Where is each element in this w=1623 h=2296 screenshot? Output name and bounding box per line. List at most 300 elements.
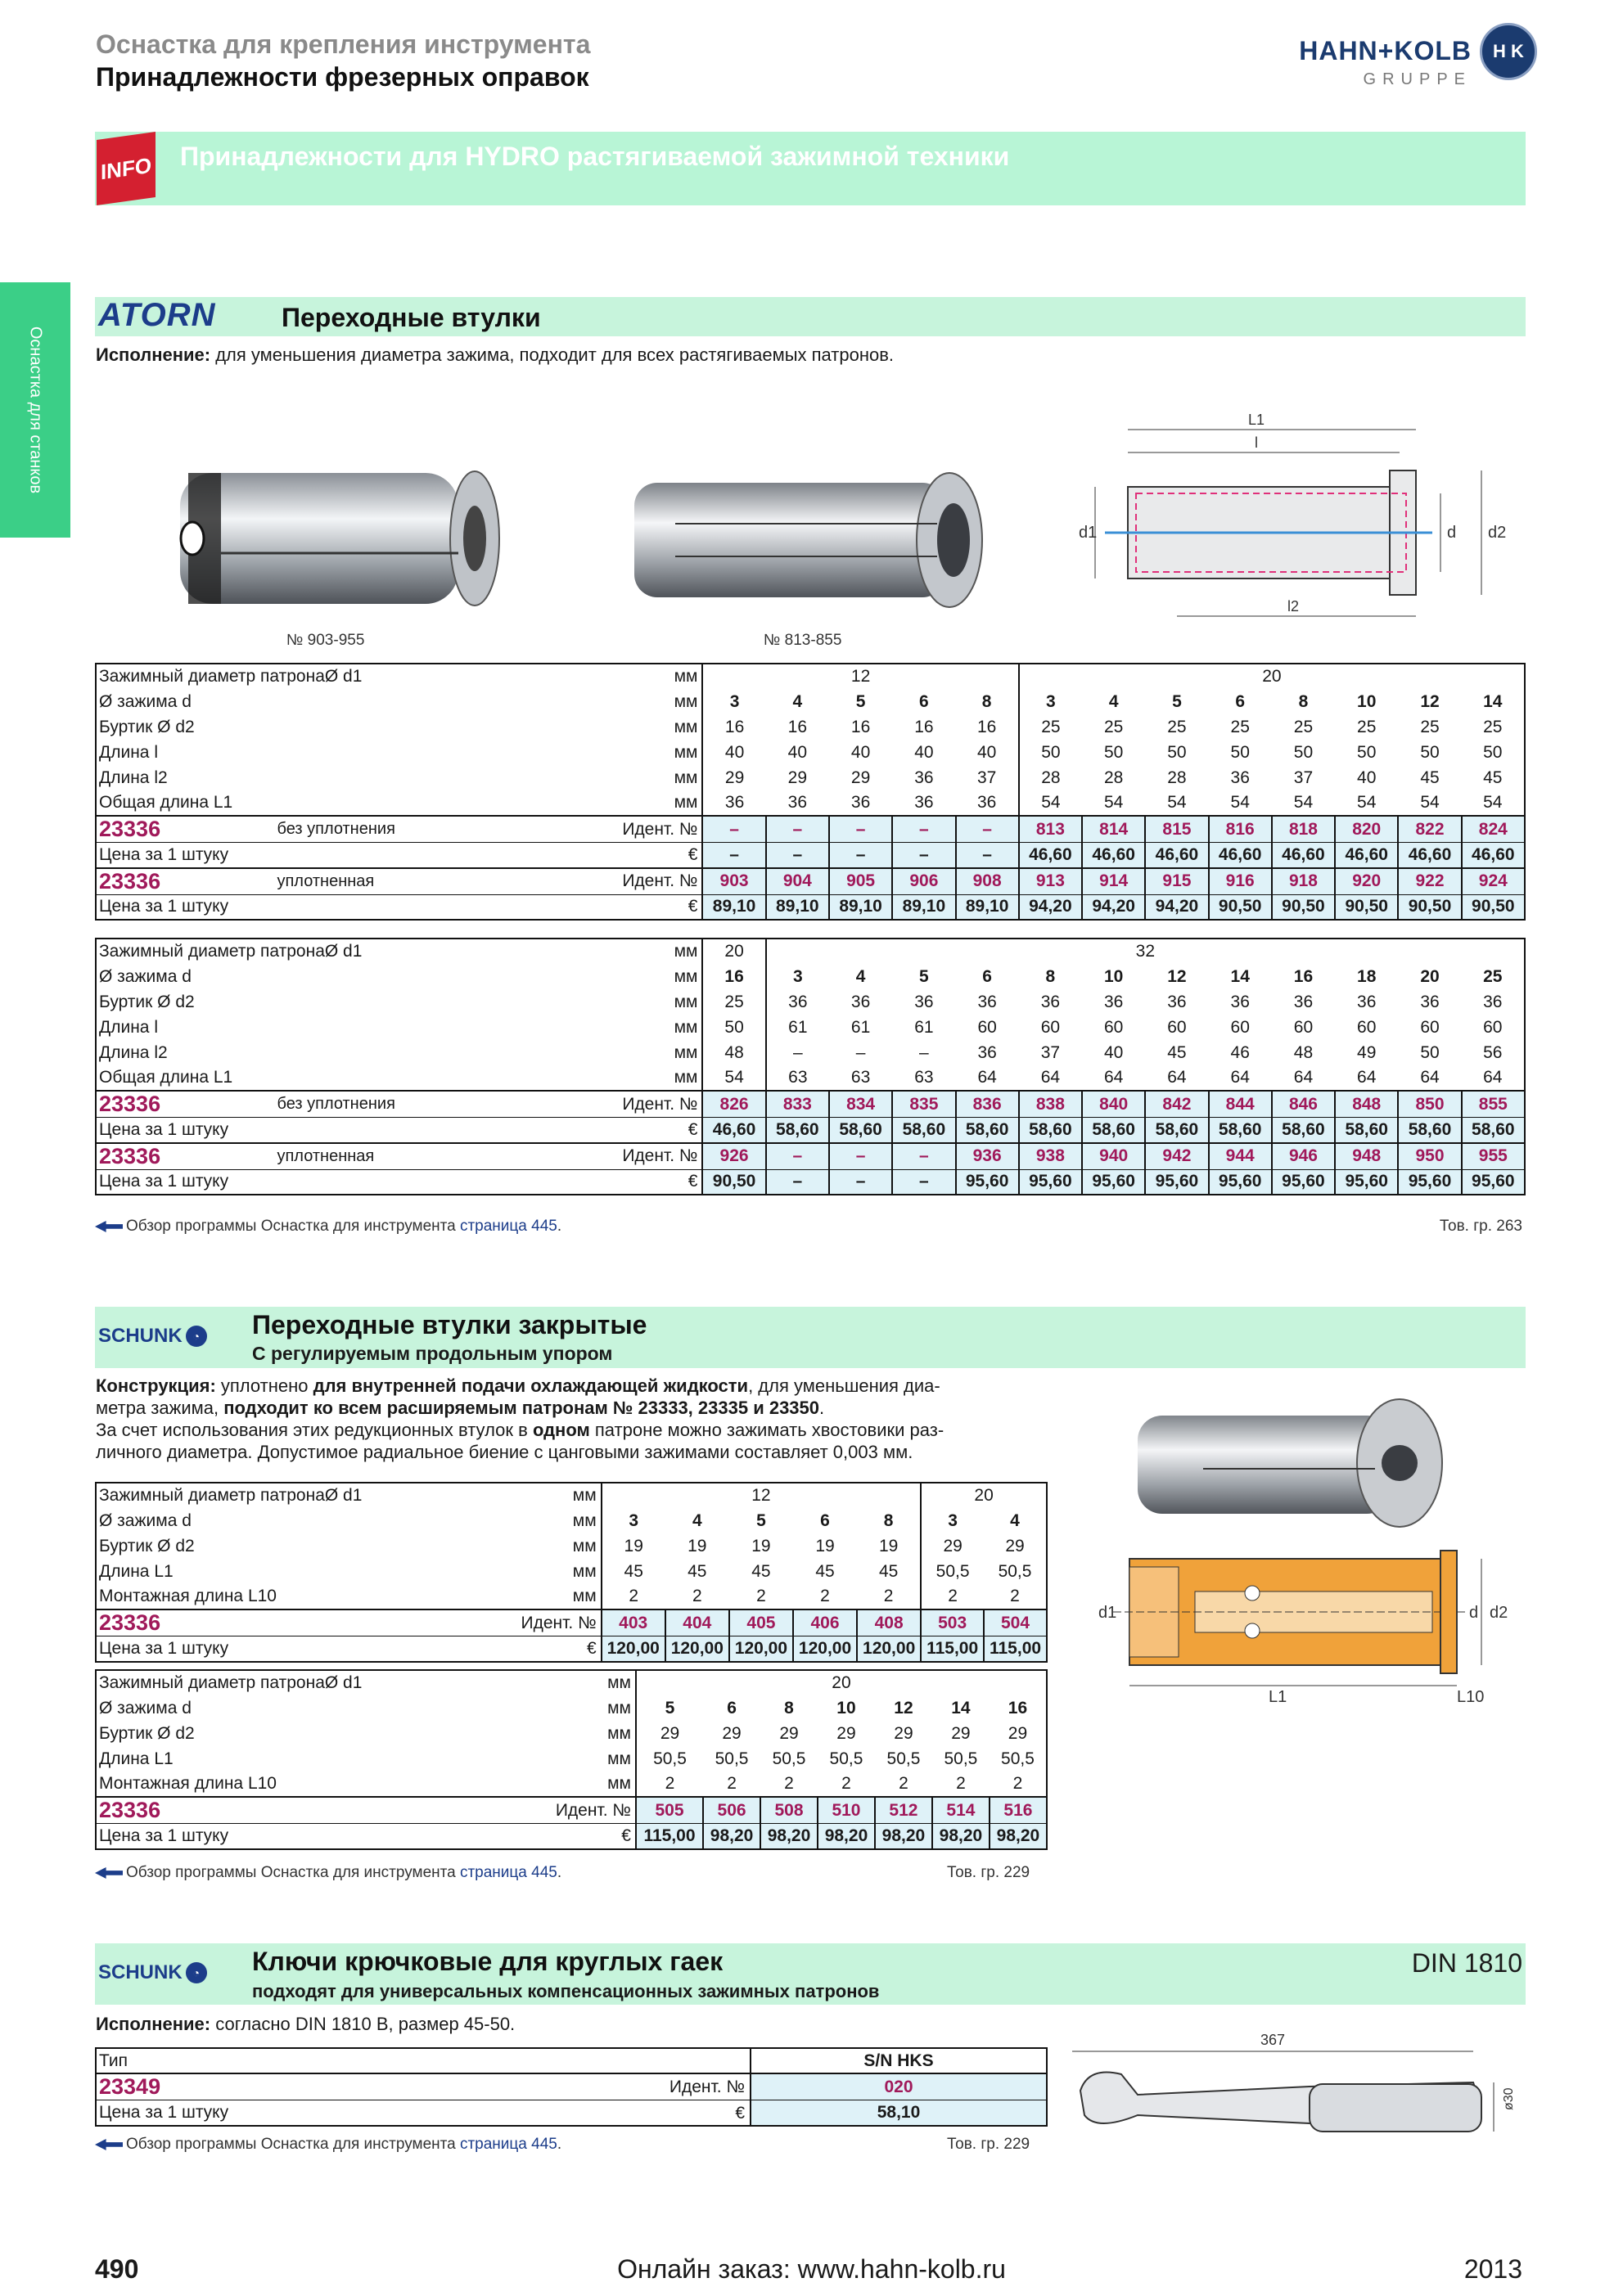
- price-value: 46,60: [1335, 843, 1398, 868]
- cell: 36: [914, 768, 934, 787]
- cell: 50,5: [990, 1746, 1047, 1772]
- row-label: Зажимный диаметр патронаØ d1: [96, 1483, 512, 1508]
- cell: 50: [1230, 742, 1250, 762]
- cell: 25: [1103, 717, 1124, 736]
- cell: 25: [1019, 714, 1082, 740]
- page-link: страница 445: [459, 1864, 557, 1881]
- variant-label: [443, 1797, 540, 1824]
- cell: 50,5: [984, 1559, 1047, 1584]
- price-value: 90,50: [1209, 894, 1272, 920]
- cell: 37: [1040, 1042, 1061, 1062]
- cell: 2: [984, 1584, 1047, 1609]
- overview-note-3[interactable]: Обзор программы Оснастка для инструмента страница 445.: [95, 2136, 561, 2154]
- id-value: 942: [1145, 1143, 1208, 1170]
- cell: 25: [1462, 714, 1525, 740]
- cell: 14: [1462, 689, 1525, 714]
- cell: 28: [1103, 768, 1124, 787]
- row-unit: мм: [607, 1723, 631, 1743]
- cell: 2: [899, 1774, 908, 1793]
- cell: –: [919, 1042, 929, 1062]
- id-value: 848: [1335, 1091, 1398, 1118]
- cell: 40: [976, 742, 997, 762]
- cell: 63: [914, 1068, 934, 1087]
- cell: 16: [976, 717, 997, 736]
- price-value: 46,60: [1398, 843, 1461, 868]
- cell: 25: [1420, 717, 1440, 736]
- cell: 60: [1167, 1017, 1187, 1037]
- section3-desc: Исполнение: согласно DIN 1810 B, размер 45-50.: [96, 2014, 516, 2034]
- cell: 29: [722, 1723, 742, 1743]
- cell: 54: [1230, 793, 1250, 812]
- cell: 2: [756, 1587, 766, 1605]
- cell: 4: [692, 1510, 702, 1530]
- cell: 60: [1040, 1017, 1061, 1037]
- cell: 19: [602, 1533, 665, 1559]
- id-value: 814: [1082, 816, 1145, 843]
- product-group-1: Тов. гр. 263: [1439, 1218, 1522, 1235]
- group-header: 12: [702, 664, 1018, 689]
- cell: 12: [1420, 691, 1440, 711]
- article-number: 23336: [96, 816, 260, 843]
- cell: 29: [702, 765, 765, 790]
- id-value: 836: [956, 1091, 1019, 1118]
- brand-badge-icon: H K: [1480, 23, 1537, 80]
- cell: 40: [1103, 1042, 1124, 1062]
- cell: 61: [914, 1017, 934, 1037]
- cell: 8: [1045, 966, 1056, 986]
- cell: 36: [850, 992, 871, 1011]
- cell: 60: [1103, 1017, 1124, 1037]
- cell: 36: [1167, 992, 1187, 1011]
- cell: 50: [1420, 1042, 1440, 1062]
- variant-label: без уплотнения: [260, 816, 597, 843]
- row-label: Длина l: [96, 1015, 597, 1040]
- cell: 37: [976, 768, 997, 787]
- side-tab-label: Оснастка для станков: [26, 326, 45, 494]
- id-value: 842: [1145, 1091, 1208, 1118]
- spec-table-5: [95, 2047, 1048, 2127]
- price-unit: €: [540, 1824, 636, 1849]
- price-value: 90,50: [1335, 894, 1398, 920]
- cell: 8: [981, 691, 992, 711]
- cell: 36: [1293, 992, 1314, 1011]
- id-value: 815: [1145, 816, 1208, 843]
- cell: 2: [692, 1587, 702, 1605]
- id-value: 826: [702, 1091, 765, 1118]
- cell: 50,5: [921, 1559, 984, 1584]
- cell: 54: [1103, 793, 1124, 812]
- price-value: –: [892, 843, 955, 868]
- cell: –: [855, 1042, 866, 1062]
- row-label: Длина l: [96, 740, 597, 765]
- cell: 40: [914, 742, 934, 762]
- cell: 50: [1019, 740, 1082, 765]
- price-value: 95,60: [1462, 1169, 1525, 1195]
- cell: 50: [1420, 742, 1440, 762]
- cell: 2: [784, 1774, 794, 1793]
- cell: 36: [1040, 992, 1061, 1011]
- group-header: 20: [921, 1483, 1047, 1508]
- cell: 18: [1357, 966, 1377, 986]
- footer-url[interactable]: Онлайн заказ: www.hahn-kolb.ru: [617, 2254, 1006, 2284]
- cell: 45: [751, 1561, 771, 1581]
- cell: 37: [1293, 768, 1314, 787]
- cell: 64: [1293, 1068, 1314, 1087]
- id-value: 512: [875, 1797, 932, 1824]
- id-value: 822: [1398, 816, 1461, 843]
- price-value: 46,60: [1272, 843, 1335, 868]
- price-value: 89,10: [702, 894, 765, 920]
- id-value: 908: [956, 868, 1019, 895]
- cell: 6: [1235, 691, 1246, 711]
- price-value: 120,00: [793, 1636, 857, 1662]
- price-value: 94,20: [1145, 894, 1208, 920]
- cell: 2: [990, 1772, 1047, 1797]
- row-unit: мм: [674, 742, 698, 762]
- dim-d1: d1: [1079, 524, 1098, 542]
- cell: 20: [1420, 966, 1440, 986]
- price-value: 115,00: [921, 1636, 984, 1662]
- header-category: Оснастка для крепления инструмента: [96, 29, 591, 59]
- cell: 36: [976, 793, 997, 812]
- cell: 36: [977, 1042, 997, 1062]
- row-unit: мм: [674, 691, 698, 711]
- row-label: Ø зажима d: [96, 689, 597, 714]
- row-unit: мм: [674, 768, 698, 787]
- cell: 29: [850, 768, 871, 787]
- cell: 54: [1167, 793, 1187, 812]
- price-value: 90,50: [1398, 894, 1461, 920]
- price-unit: €: [597, 843, 702, 868]
- cell: 3: [921, 1508, 984, 1533]
- cell: 10: [836, 1698, 856, 1717]
- price-label: Цена за 1 штуку: [96, 1824, 540, 1849]
- price-value: 46,60: [1145, 843, 1208, 868]
- price-value: 98,20: [932, 1824, 990, 1849]
- cell: 19: [815, 1536, 835, 1555]
- cell: 64: [977, 1068, 997, 1087]
- price-value: 95,60: [1019, 1169, 1082, 1195]
- dim-d: d: [1469, 1604, 1479, 1622]
- section2-title: Переходные втулки закрытые: [252, 1310, 647, 1339]
- cell: 45: [602, 1559, 665, 1584]
- row-label: Длина L1: [96, 1746, 540, 1772]
- price-value: 120,00: [665, 1636, 729, 1662]
- id-value: 020: [751, 2073, 1047, 2100]
- cell: 50: [1167, 742, 1187, 762]
- technical-drawing-sleeve: [1056, 405, 1514, 634]
- price-value: 95,60: [1335, 1169, 1398, 1195]
- price-value: 98,20: [703, 1824, 760, 1849]
- type-label: Тип: [96, 2048, 751, 2073]
- price-label: Цена за 1 штуку: [96, 843, 597, 868]
- din-label: DIN 1810: [1411, 1948, 1522, 1978]
- id-value: 913: [1019, 868, 1082, 895]
- price-value: 89,10: [829, 894, 892, 920]
- price-value: 90,50: [1462, 894, 1525, 920]
- cell: 6: [727, 1698, 737, 1717]
- variant-label: без уплотнения: [260, 1091, 597, 1118]
- id-value: 840: [1082, 1091, 1145, 1118]
- cell: 50: [1293, 742, 1314, 762]
- id-value: 824: [1462, 816, 1525, 843]
- price-value: 58,60: [1145, 1118, 1208, 1143]
- price-value: 95,60: [1145, 1169, 1208, 1195]
- section1-header: [95, 297, 1526, 336]
- price-value: 115,00: [636, 1824, 703, 1849]
- id-value: 948: [1335, 1143, 1398, 1170]
- price-value: 46,60: [1082, 843, 1145, 868]
- id-value: 846: [1272, 1091, 1335, 1118]
- price-unit: €: [597, 1118, 702, 1143]
- cell: 45: [1420, 768, 1440, 787]
- cell: 36: [702, 790, 765, 816]
- group-header: 20: [1019, 664, 1525, 689]
- spec-table-3: [95, 1482, 1048, 1663]
- schunk-swirl-icon: ◔: [186, 1962, 207, 1983]
- row-label: Длина L1: [96, 1559, 512, 1584]
- cell: 36: [914, 793, 934, 812]
- cell: 29: [836, 1723, 856, 1743]
- id-value: 905: [829, 868, 892, 895]
- cell: 28: [1019, 765, 1082, 790]
- cell: 19: [878, 1536, 899, 1555]
- cell: 36: [1357, 992, 1377, 1011]
- product-group-2: Тов. гр. 229: [947, 1864, 1030, 1881]
- id-value: –: [892, 816, 955, 843]
- id-value: –: [702, 816, 765, 843]
- price-value: 58,60: [1082, 1118, 1145, 1143]
- price-value: 120,00: [602, 1636, 665, 1662]
- id-value: 833: [766, 1091, 829, 1118]
- cell: 25: [1293, 717, 1314, 736]
- cell: 54: [702, 1065, 765, 1091]
- cell: 40: [1357, 768, 1377, 787]
- price-value: 95,60: [1272, 1169, 1335, 1195]
- price-value: 95,60: [1209, 1169, 1272, 1195]
- id-value: 955: [1462, 1143, 1525, 1170]
- cell: 60: [977, 1017, 997, 1037]
- cell: 50,5: [829, 1749, 863, 1768]
- info-bar-text: Принадлежности для HYDRO растягиваемой зажимной техники: [180, 142, 1010, 171]
- dim-l2: l2: [1287, 598, 1300, 615]
- row-label: Зажимный диаметр патронаØ d1: [96, 939, 597, 964]
- id-value: 820: [1335, 816, 1398, 843]
- cell: 60: [1357, 1017, 1377, 1037]
- cell: 54: [1293, 793, 1314, 812]
- price-value: 46,60: [1019, 843, 1082, 868]
- price-label: Цена за 1 штуку: [96, 1169, 597, 1195]
- id-value: –: [892, 1143, 955, 1170]
- cell: 50: [1357, 742, 1377, 762]
- back-arrow-icon: [95, 1221, 123, 1232]
- cell: 25: [1357, 717, 1377, 736]
- price-value: 98,20: [818, 1824, 875, 1849]
- price-value: –: [892, 1169, 955, 1195]
- price-value: 46,60: [1462, 843, 1525, 868]
- cell: 10: [1357, 691, 1377, 711]
- id-value: 816: [1209, 816, 1272, 843]
- id-value: 855: [1462, 1091, 1525, 1118]
- row-label: Зажимный диаметр патронаØ d1: [96, 664, 597, 689]
- price-value: 58,60: [956, 1118, 1019, 1143]
- price-value: 58,60: [892, 1118, 955, 1143]
- cell: 45: [688, 1561, 707, 1581]
- cell: 29: [894, 1723, 913, 1743]
- cell: 50: [702, 1015, 765, 1040]
- cell: 6: [919, 691, 929, 711]
- article-number: 23336: [96, 868, 260, 895]
- cell: 14: [951, 1698, 971, 1717]
- price-value: 95,60: [956, 1169, 1019, 1195]
- id-value: 950: [1398, 1143, 1461, 1170]
- cell: 2: [883, 1587, 894, 1605]
- cell: 64: [1230, 1068, 1250, 1087]
- section3-subtitle: подходят для универсальных компенсационных зажимных патронов: [252, 1981, 880, 2001]
- cell: 64: [1357, 1068, 1377, 1087]
- row-unit: мм: [674, 1017, 698, 1037]
- group-header: 20: [636, 1670, 1047, 1695]
- id-label: Идент. №: [540, 1797, 636, 1824]
- overview-note-1[interactable]: Обзор программы Оснастка для инструмента страница 445.: [95, 1218, 561, 1236]
- row-label: Ø зажима d: [96, 964, 597, 989]
- price-value: 58,60: [1019, 1118, 1082, 1143]
- cell: 36: [850, 793, 871, 812]
- cell: 10: [1103, 966, 1124, 986]
- cell: 4: [984, 1508, 1047, 1533]
- row-label: Зажимный диаметр патронаØ d1: [96, 1670, 540, 1695]
- cell: 5: [756, 1510, 766, 1530]
- cell: –: [766, 1040, 829, 1065]
- id-label: Идент. №: [597, 868, 702, 895]
- price-value: 46,60: [1209, 843, 1272, 868]
- technical-drawing-closed-sleeve: [1097, 1542, 1522, 1706]
- id-value: 505: [636, 1797, 703, 1824]
- price-value: 94,20: [1082, 894, 1145, 920]
- price-value: 89,10: [892, 894, 955, 920]
- cell: 5: [855, 691, 866, 711]
- row-label: Буртик Ø d2: [96, 1721, 540, 1746]
- cell: 61: [766, 1015, 829, 1040]
- row-label: Длина l2: [96, 1040, 597, 1065]
- row-label: Общая длина L1: [96, 1065, 597, 1091]
- id-value: 903: [702, 868, 765, 895]
- schunk-logo: SCHUNK ◔: [98, 1961, 207, 1984]
- section1-title: Переходные втулки: [282, 303, 541, 332]
- side-tab[interactable]: [0, 282, 70, 538]
- id-value: 946: [1272, 1143, 1335, 1170]
- cell: 48: [1293, 1042, 1314, 1062]
- row-unit: мм: [540, 1670, 636, 1695]
- section3-header: [95, 1943, 1526, 2005]
- dim-L1: L1: [1269, 1688, 1287, 1706]
- row-label: Монтажная длина L10: [96, 1772, 540, 1797]
- overview-note-2[interactable]: Обзор программы Оснастка для инструмента страница 445.: [95, 1864, 561, 1882]
- cell: 8: [883, 1510, 894, 1530]
- dim-L1: L1: [1247, 412, 1265, 428]
- cell: 29: [636, 1721, 703, 1746]
- cell: 36: [1420, 992, 1440, 1011]
- id-value: 918: [1272, 868, 1335, 895]
- id-value: 813: [1019, 816, 1082, 843]
- cell: 2: [956, 1774, 966, 1793]
- id-value: 938: [1019, 1143, 1082, 1170]
- cell: 2: [602, 1584, 665, 1609]
- price-label: Цена за 1 штуку: [99, 2102, 229, 2122]
- group-header: 12: [602, 1483, 922, 1508]
- price-value: –: [702, 843, 765, 868]
- price-value: –: [766, 843, 829, 868]
- price-value: 98,20: [875, 1824, 932, 1849]
- price-unit: €: [512, 1636, 601, 1662]
- cell: 3: [1019, 689, 1082, 714]
- price-value: 58,60: [1272, 1118, 1335, 1143]
- row-unit: мм: [572, 1587, 597, 1605]
- cell: 25: [1462, 964, 1525, 989]
- id-value: 916: [1209, 868, 1272, 895]
- cell: 29: [779, 1723, 799, 1743]
- cell: 36: [1103, 992, 1124, 1011]
- cell: 50: [1462, 740, 1525, 765]
- cell: 12: [894, 1698, 913, 1717]
- price-unit: €: [735, 2104, 745, 2123]
- price-value: –: [956, 843, 1019, 868]
- dim-d: d: [1447, 524, 1457, 542]
- variant-label: [421, 1609, 512, 1636]
- cell: 3: [602, 1508, 665, 1533]
- product-image-sealed-sleeve: [147, 448, 524, 628]
- section3-title: Ключи крючковые для круглых гаек: [252, 1947, 724, 1976]
- atorn-logo: ATORN: [98, 297, 216, 333]
- page-link: страница 445: [459, 1218, 557, 1235]
- row-unit: мм: [597, 939, 702, 964]
- id-value: 503: [921, 1609, 984, 1636]
- cell: 45: [878, 1561, 899, 1581]
- spec-table-1: [95, 663, 1526, 921]
- cell: 19: [688, 1536, 707, 1555]
- row-label: Монтажная длина L10: [96, 1584, 512, 1609]
- id-value: –: [766, 816, 829, 843]
- id-value: –: [956, 816, 1019, 843]
- cell: 5: [1172, 691, 1182, 711]
- cell: 6: [820, 1510, 830, 1530]
- price-value: 90,50: [702, 1169, 765, 1195]
- cell: 16: [1293, 966, 1314, 986]
- cell: 2: [841, 1774, 851, 1793]
- cell: 50,5: [772, 1749, 806, 1768]
- image-caption-right: № 813-855: [764, 632, 842, 649]
- cell: 50,5: [636, 1746, 703, 1772]
- cell: 54: [1019, 790, 1082, 816]
- price-value: 58,60: [829, 1118, 892, 1143]
- cell: 64: [1167, 1068, 1187, 1087]
- cell: 48: [702, 1040, 765, 1065]
- product-group-3: Тов. гр. 229: [947, 2136, 1030, 2153]
- row-label: Буртик Ø d2: [96, 714, 597, 740]
- price-label: Цена за 1 штуку: [96, 1636, 512, 1662]
- back-arrow-icon: [95, 1867, 123, 1879]
- cell: 50,5: [886, 1749, 921, 1768]
- cell: 2: [820, 1587, 830, 1605]
- dim-L10: L10: [1457, 1688, 1485, 1706]
- id-value: 406: [793, 1609, 857, 1636]
- id-value: 904: [766, 868, 829, 895]
- price-value: –: [829, 1169, 892, 1195]
- cell: 5: [919, 966, 929, 986]
- id-value: 514: [932, 1797, 990, 1824]
- cell: 36: [1462, 989, 1525, 1015]
- row-unit: мм: [607, 1774, 631, 1793]
